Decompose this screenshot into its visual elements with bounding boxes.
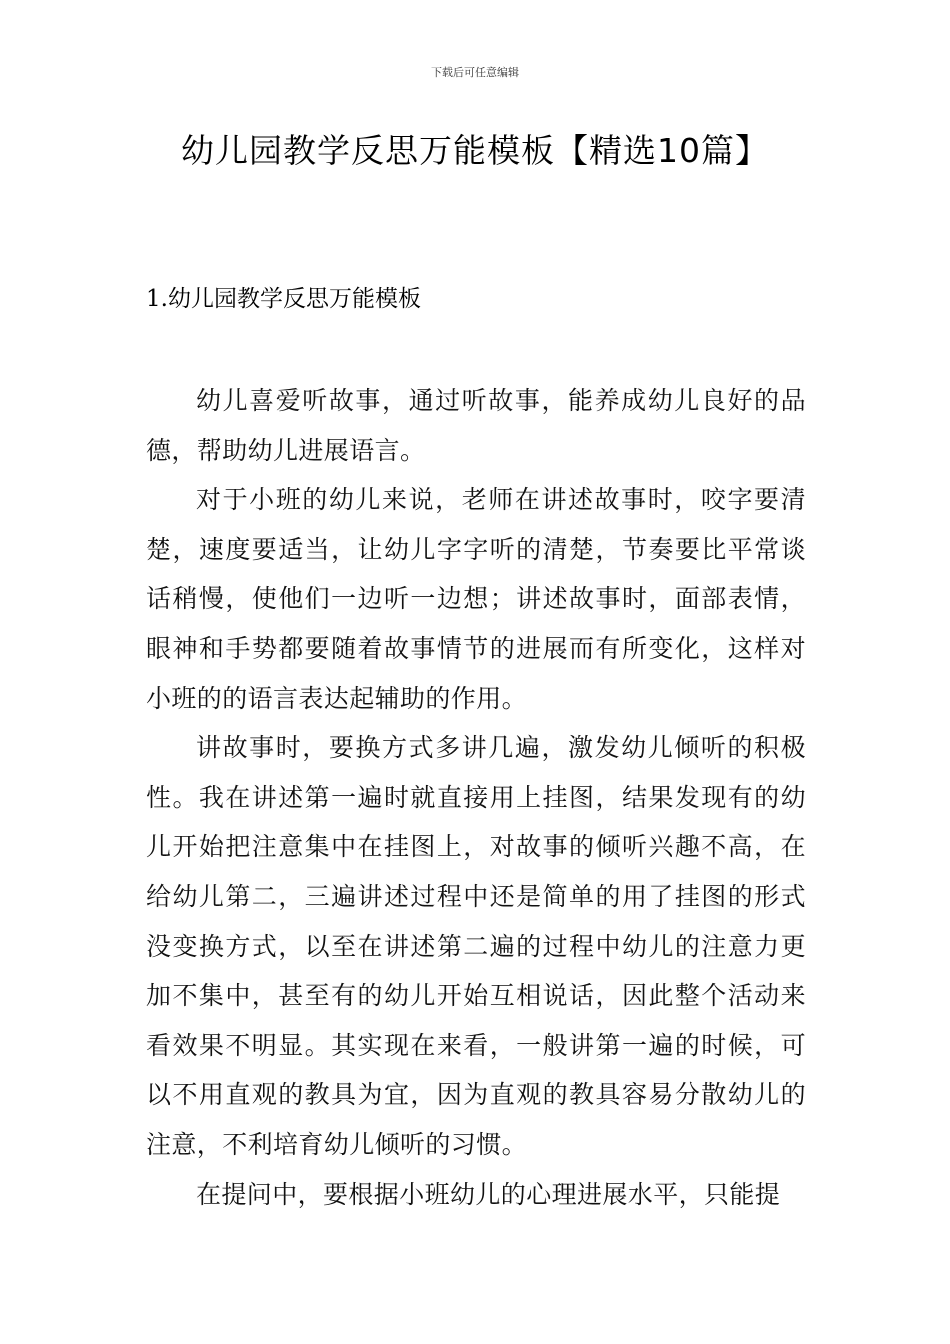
section-heading: 1.幼儿园教学反思万能模板 — [146, 286, 421, 312]
paragraph-2: 对于小班的幼儿来说，老师在讲述故事时，咬字要清楚，速度要适当，让幼儿字字听的清楚，节奏要比平常谈话稍慢，使他们一边听一边想；讲述故事时，面部表情，眼神和手势都要随着故事情节的进展而有所变化，这样对小班的的语言表达起辅助的作用。 — [146, 485, 806, 713]
body-text — [146, 376, 806, 1219]
paragraph-3: 讲故事时，要换方式多讲几遍，激发幼儿倾听的积极性。我在讲述第一遍时就直接用上挂图，结果发现有的幼儿开始把注意集中在挂图上，对故事的倾听兴趣不高，在给幼儿第二，三遍讲述过程中还是简单的用了挂图的形式没变换方式，以至在讲述第二遍的过程中幼儿的注意力更加不集中，甚至有的幼儿开始互相说话，因此整个活动来看效果不明显。其实现在来看，一般讲第一遍的时候，可以不用直观的教具为宜，因为直观的教具容易分散幼儿的注意，不利培育幼儿倾听的习惯。 — [146, 733, 806, 1159]
paragraph-1: 幼儿喜爱听故事，通过听故事，能养成幼儿良好的品德，帮助幼儿进展语言。 — [146, 386, 806, 465]
paragraph-4: 在提问中，要根据小班幼儿的心理进展水平，只能提 — [196, 1179, 781, 1209]
header-note: 下载后可任意编辑 — [431, 66, 519, 79]
document-title: 幼儿园教学反思万能模板【精选10篇】 — [181, 131, 769, 170]
